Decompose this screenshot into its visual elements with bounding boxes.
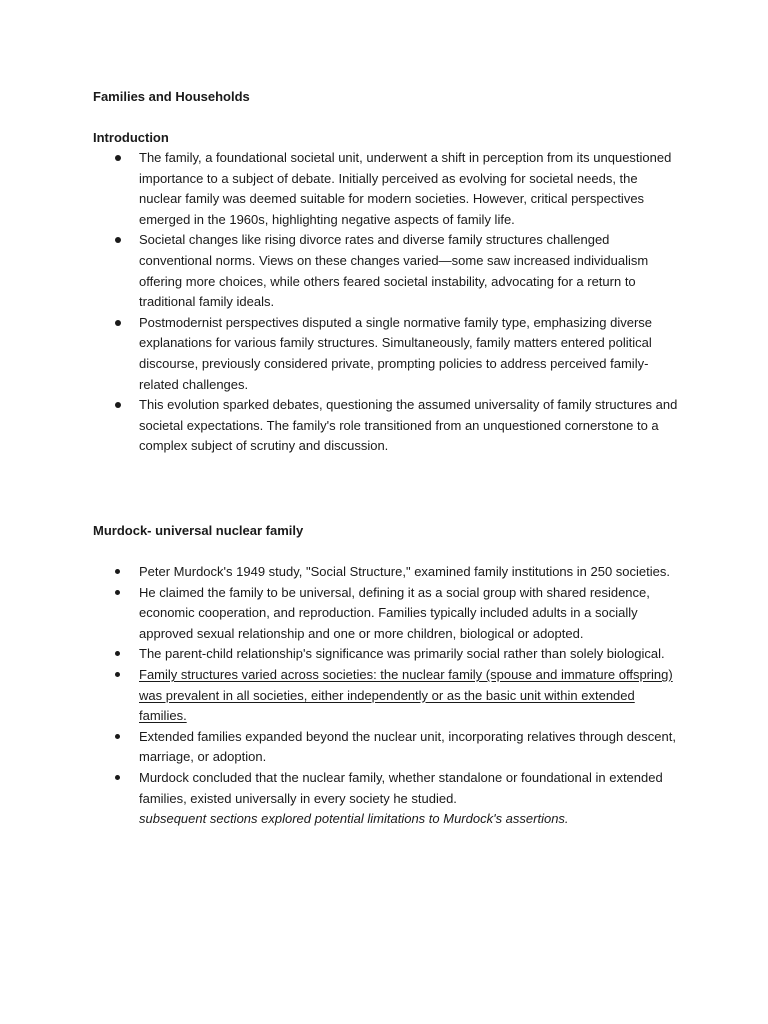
bullet-icon [115, 775, 120, 780]
bullet-icon [115, 320, 121, 326]
list-item-text: Postmodernist perspectives disputed a single normative family type, emphasizing diverse explanations for various family structures. Simultaneously, family matters entered political discourse, previously considered private, prompting policies to address perceived family-related challenges. [139, 314, 653, 392]
list-item-text: Societal changes like rising divorce rates and diverse family structures challenged conventional norms. Views on these changes varied—some saw increased individualism offering more choices, while others feared societal instability, advocating for a return to traditional family ideals. [139, 232, 649, 310]
list-item [93, 230, 683, 312]
bullet-icon [115, 155, 121, 161]
document-title: Families and Households [93, 89, 250, 104]
list-item-text: The family, a foundational societal unit, underwent a shift in perception from its unquestioned importance to a subject of debate. Initially perceived as evolving for societal needs, the nuclear family was deemed suitable for modern societies. However, critical perspectives emerged in the 1960s, highlighting negative aspects of family life. [139, 150, 672, 227]
closing-note: subsequent sections explored potential limitations to Murdock's assertions. [139, 811, 569, 827]
list-item [93, 665, 683, 727]
list-item-text: This evolution sparked debates, questioning the assumed universality of family structures and societal expectations. The family's role transitioned from an unquestioned cornerstone to a complex subject of scrutiny and discussion. [139, 397, 678, 454]
list-item [93, 768, 683, 830]
list-item-text: He claimed the family to be universal, defining it as a social group with shared residence, economic cooperation, and reproduction. Families typically included adults in a socially approved sexual relationship and one or more children, biological or adopted. [139, 584, 650, 641]
bullet-icon [115, 237, 121, 243]
list-item [93, 313, 683, 395]
list-item [93, 148, 683, 230]
bullet-icon [115, 590, 120, 595]
list-item [93, 395, 683, 457]
introduction-bullet-list [93, 148, 683, 457]
list-item [93, 562, 683, 583]
list-item-text: Extended families expanded beyond the nuclear unit, incorporating relatives through descent, marriage, or adoption. [139, 728, 676, 765]
list-item [93, 583, 683, 645]
bullet-icon [115, 734, 120, 739]
list-item-text: Murdock concluded that the nuclear family, whether standalone or foundational in extended families, existed universally in every society he studied. [139, 769, 663, 806]
list-item-text: Peter Murdock's 1949 study, "Social Structure," examined family institutions in 250 societies. [139, 564, 670, 579]
bullet-icon [115, 402, 121, 408]
murdock-bullet-list [93, 562, 683, 830]
list-item-text-underlined: Family structures varied across societies: the nuclear family (spouse and immature offspring) was prevalent in all societies, either independently or as the basic unit within extended families. [139, 666, 673, 724]
bullet-icon [115, 569, 120, 574]
bullet-icon [115, 672, 120, 677]
section-heading-murdock: Murdock- universal nuclear family [93, 523, 304, 538]
section-heading-introduction: Introduction [93, 130, 169, 145]
list-item [93, 644, 683, 665]
list-item [93, 727, 683, 768]
list-item-text: The parent-child relationship's significance was primarily social rather than solely biological. [139, 646, 665, 662]
bullet-icon [115, 651, 120, 656]
